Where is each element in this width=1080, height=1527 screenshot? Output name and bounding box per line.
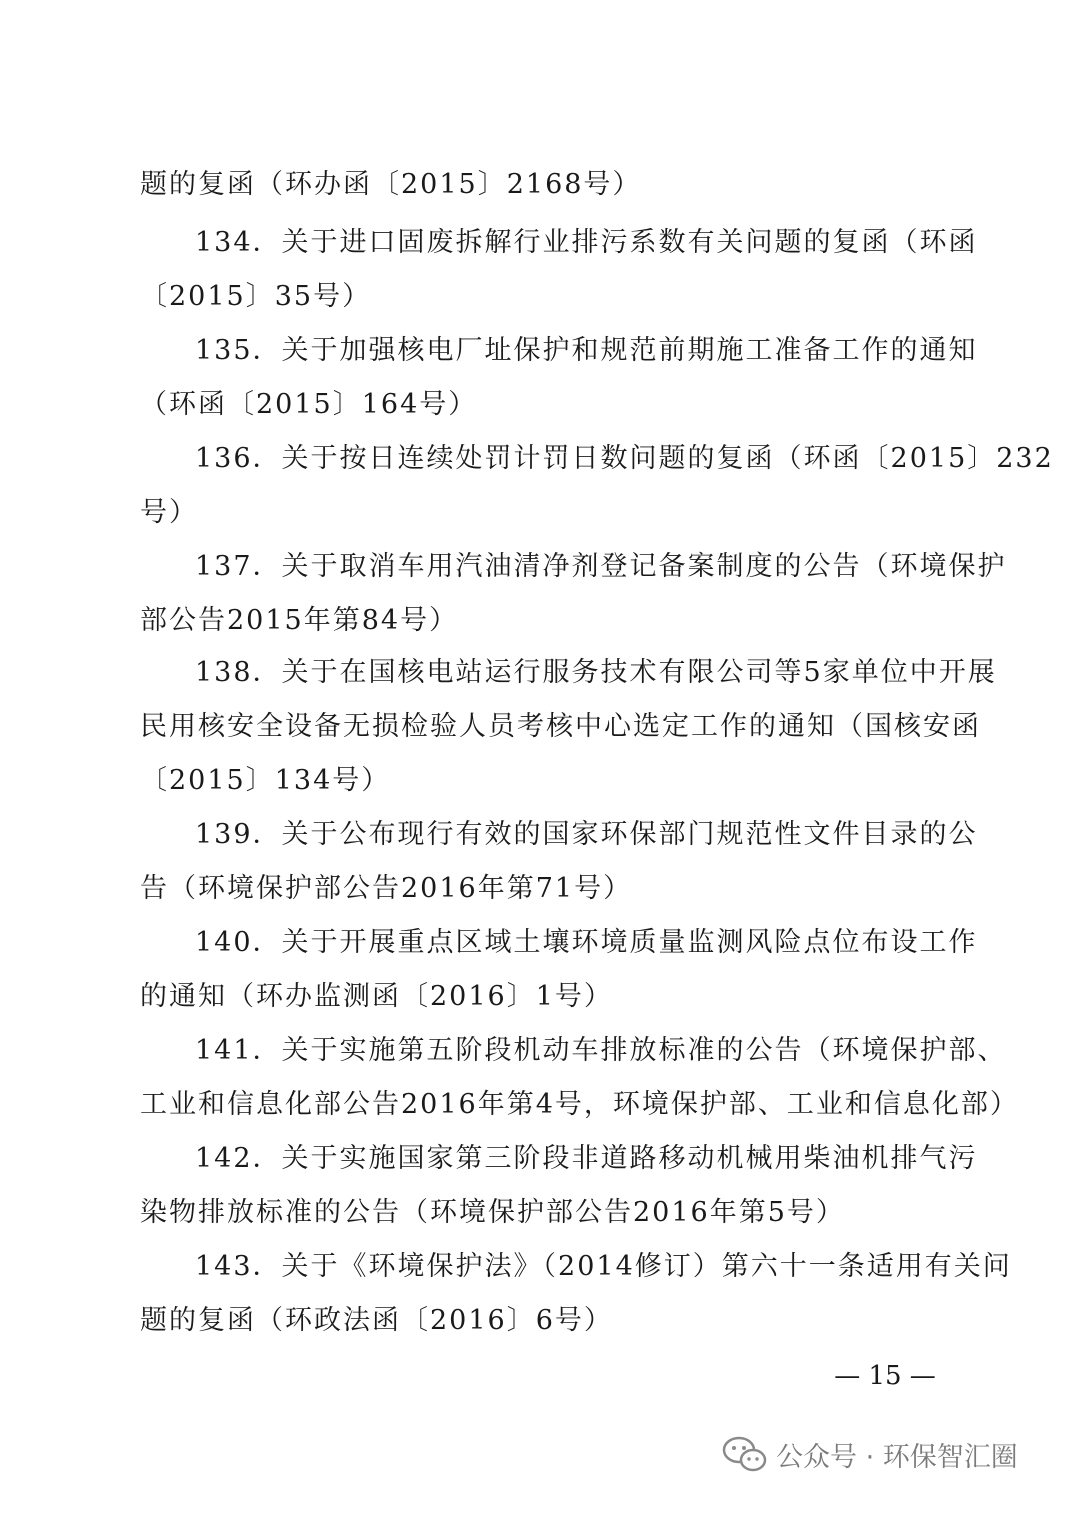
text-line: 题的复函（环办函〔2015〕2168号） <box>140 169 642 200</box>
text-line: 〔2015〕35号） <box>140 281 372 312</box>
text-line: 部公告2015年第84号） <box>140 605 459 636</box>
text-line: 137．关于取消车用汽油清净剂登记备案制度的公告（环境保护 <box>195 551 1007 582</box>
text-line: 136．关于按日连续处罚计罚日数问题的复函（环函〔2015〕232 <box>195 443 1054 474</box>
text-line: 141．关于实施第五阶段机动车排放标准的公告（环境保护部、 <box>195 1035 1007 1066</box>
watermark <box>722 1432 1018 1476</box>
text-line: 142．关于实施国家第三阶段非道路移动机械用柴油机排气污 <box>195 1143 978 1174</box>
watermark-text: 公众号 · 环保智汇圈 <box>776 1441 1018 1473</box>
text-line: （环函〔2015〕164号） <box>140 389 478 420</box>
text-line: 140．关于开展重点区域土壤环境质量监测风险点位布设工作 <box>195 927 978 958</box>
text-line: 143．关于《环境保护法》（2014修订）第六十一条适用有关问 <box>195 1251 1012 1282</box>
text-line: 134．关于进口固废拆解行业排污系数有关问题的复函（环函 <box>195 227 978 258</box>
text-line: 〔2015〕134号） <box>140 765 391 796</box>
text-line: 告（环境保护部公告2016年第71号） <box>140 873 633 904</box>
text-line: 号） <box>140 497 198 528</box>
text-line: 民用核安全设备无损检验人员考核中心选定工作的通知（国核安函 <box>140 711 981 742</box>
wechat-icon <box>722 1434 768 1474</box>
text-line: 139．关于公布现行有效的国家环保部门规范性文件目录的公 <box>195 819 978 850</box>
text-line: 135．关于加强核电厂址保护和规范前期施工准备工作的通知 <box>195 335 978 366</box>
text-line: 的通知（环办监测函〔2016〕1号） <box>140 981 613 1012</box>
text-line: 138．关于在国核电站运行服务技术有限公司等5家单位中开展 <box>195 657 997 688</box>
page-number: — 15 — <box>834 1361 936 1391</box>
text-line: 工业和信息化部公告2016年第4号，环境保护部、工业和信息化部） <box>140 1089 1019 1120</box>
text-line: 染物排放标准的公告（环境保护部公告2016年第5号） <box>140 1197 845 1228</box>
text-line: 题的复函（环政法函〔2016〕6号） <box>140 1305 613 1336</box>
